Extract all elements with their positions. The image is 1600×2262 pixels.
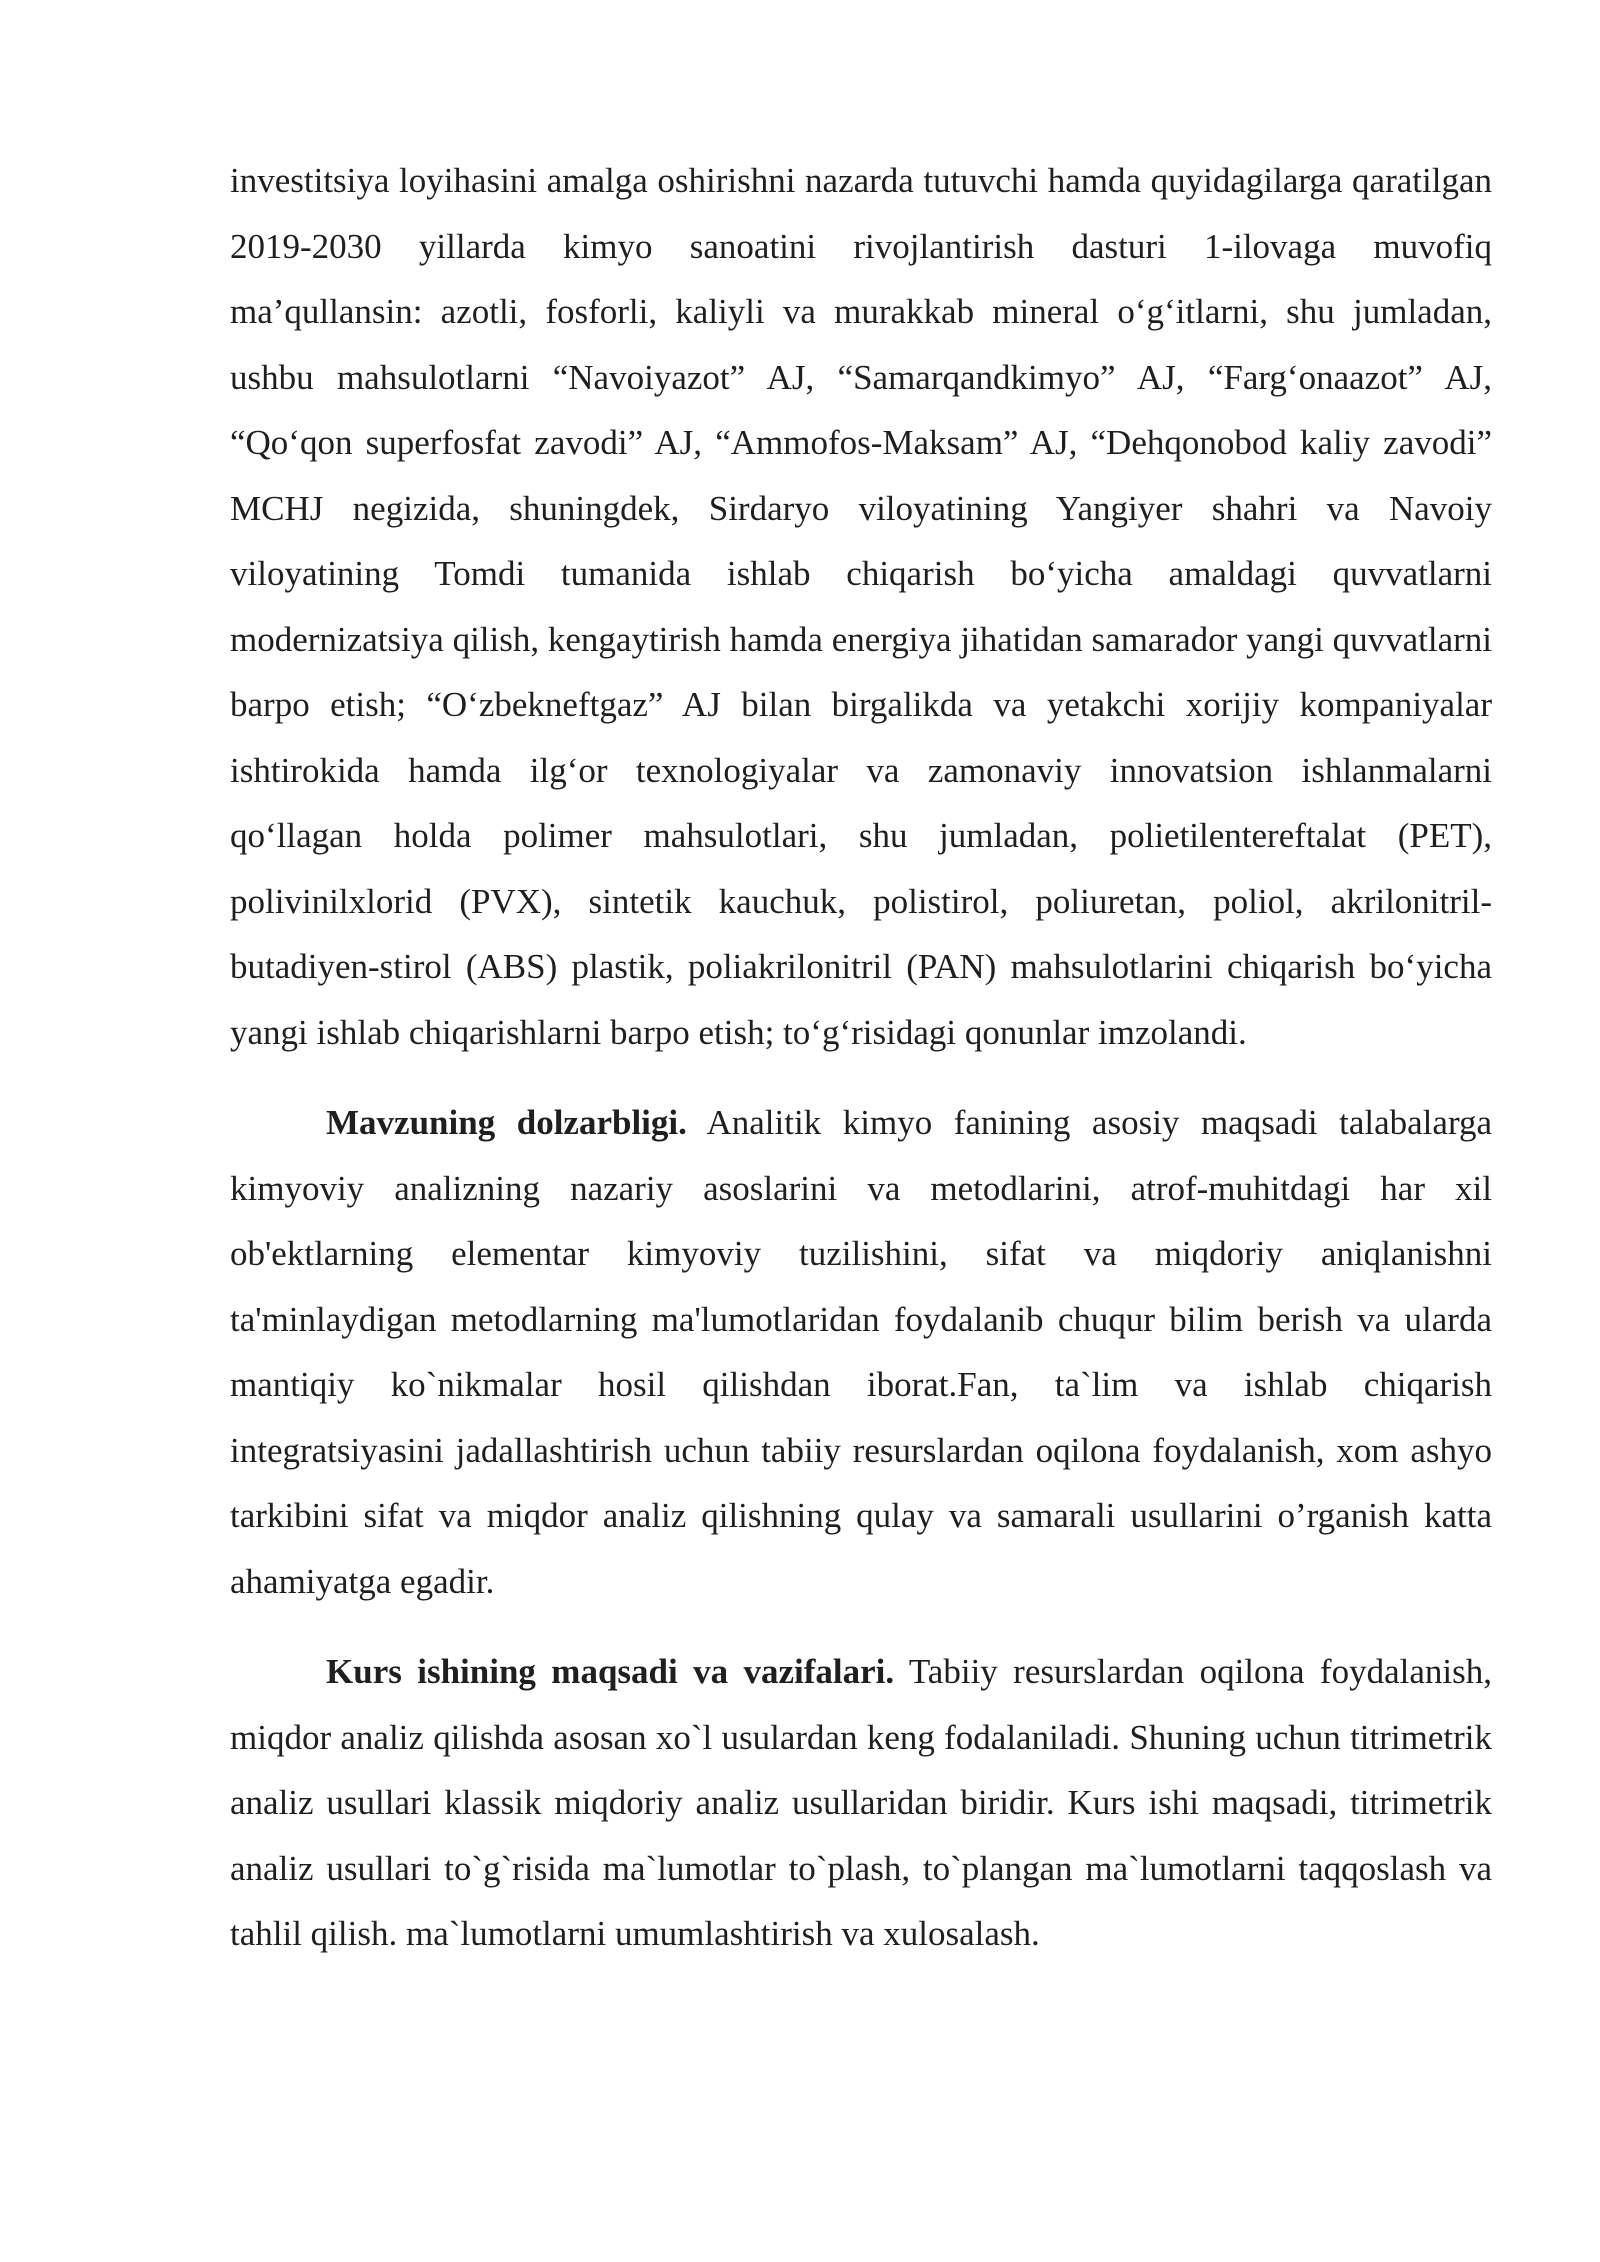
section-heading-goals: Kurs ishining maqsadi va vazifalari.: [326, 1652, 895, 1691]
document-body: [230, 148, 1492, 1967]
paragraph-text: Analitik kimyo fanining asosiy maqsadi talabalarga kimyoviy analizning nazariy asoslarini va metodlarini, atrof-muhitdagi har xil ob'ektlarning elementar kimyoviy tuzilishini, sifat va miqdoriy aniqlanishni ta'minlaydigan metodlarning ma'lumotlaridan foydalanib chuqur bilim berish va ularda mantiqiy ko`nikmalar hosil qilishdan iborat.Fan, ta`lim va ishlab chiqarish integratsiyasini jadallashtirish uchun tabiiy resurslardan oqilona foydalanish, xom ashyo tarkibini sifat va miqdor analiz qilishning qulay va samarali usullarini o’rganish katta ahamiyatga egadir.: [230, 1103, 1493, 1601]
paragraph-goals-and-tasks: [230, 1639, 1492, 1967]
paragraph-text: Tabiiy resurslardan oqilona foydalanish, miqdor analiz qilishda asosan xo`l usulardan keng fodalaniladi. Shuning uchun titrimetrik analiz usullari klassik miqdoriy analiz usullaridan biridir. Kurs ishi maqsadi, titrimetrik analiz usullari to`g`risida ma`lumotlar to`plash, to`plangan ma`lumotlarni taqqoslash va tahlil qilish. ma`lumotlarni umumlashtirish va xulosalash.: [230, 1652, 1492, 1953]
paragraph-topic-relevance: [230, 1090, 1492, 1614]
paragraph-investment-program: [230, 148, 1492, 1065]
paragraph-text: investitsiya loyihasini amalga oshirishni nazarda tutuvchi hamda quyidagilarga qaratilgan 2019-2030 yillarda kimyo sanoatini rivojlantirish dasturi 1-ilovaga muvofiq ma’qullansin: azotli, fosforli, kaliyli va murakkab mineral o‘g‘itlarni, shu jumladan, ushbu mahsulotlarni “Navoiyazot” AJ, “Samarqandkimyo” AJ, “Farg‘onaazot” AJ, “Qo‘qon superfosfat zavodi” AJ, “Ammofos-Maksam” AJ, “Dehqonobod kaliy zavodi” MCHJ negizida, shuningdek, Sirdaryo viloyatining Yangiyer shahri va Navoiy viloyatining Tomdi tumanida ishlab chiqarish bo‘yicha amaldagi quvvatlarni modernizatsiya qilish, kengaytirish hamda energiya jihatidan samarador yangi quvvatlarni barpo etish; “O‘zbekneftgaz” AJ bilan birgalikda va yetakchi xorijiy kompaniyalar ishtirokida hamda ilg‘or texnologiyalar va zamonaviy innovatsion ishlanmalarni qo‘llagan holda polimer mahsulotlari, shu jumladan, polietilentereftalat (PET), polivinilxlorid (PVX), sintetik kauchuk, polistirol, poliuretan, poliol, akrilonitril-butadiyen-stirol (ABS) plastik, poliakrilonitril (PAN) mahsulotlarini chiqarish bo‘yicha yangi ishlab chiqarishlarni barpo etish; to‘g‘risidagi qonunlar imzolandi.: [230, 161, 1492, 1052]
section-heading-relevance: Mavzuning dolzarbligi.: [326, 1103, 687, 1142]
